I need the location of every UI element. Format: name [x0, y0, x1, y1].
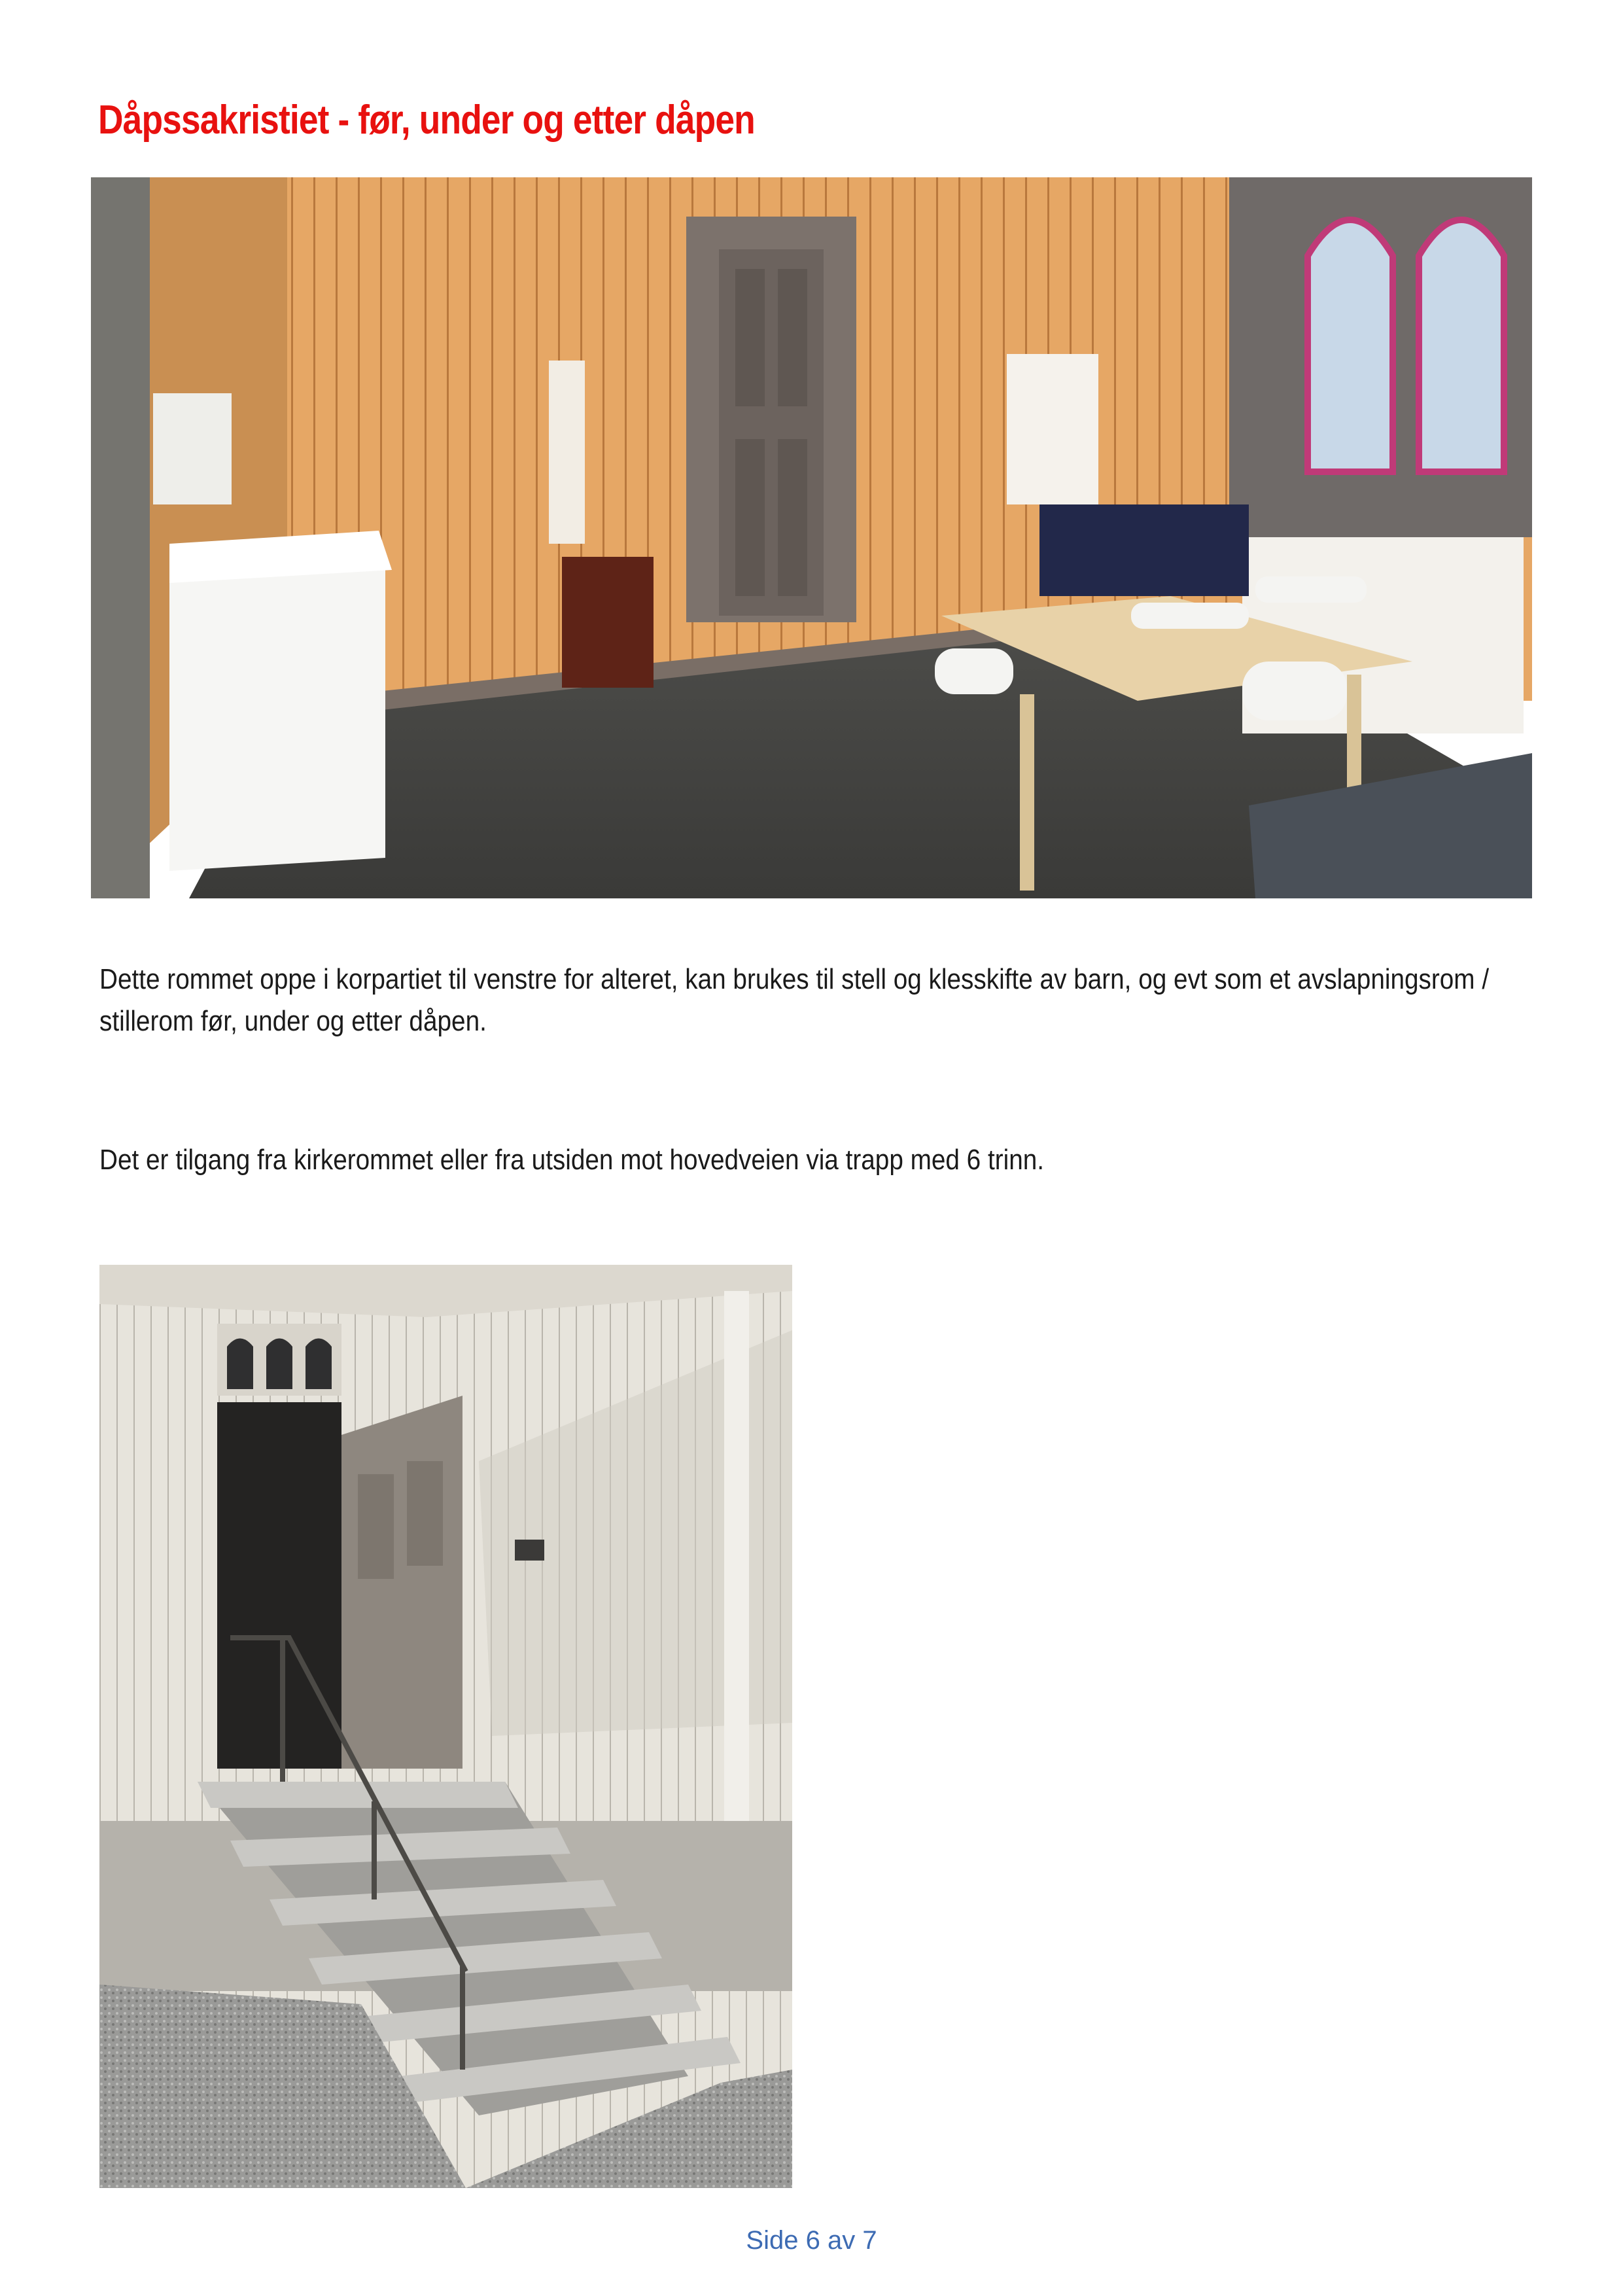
entrance-stairs-photo — [99, 1265, 792, 2188]
access-paragraph: Det er tilgang fra kirkerommet eller fra utsiden mot hovedveien via trapp med 6 trinn. — [99, 1144, 1045, 1176]
sacristy-room-photo — [91, 177, 1532, 898]
description-paragraph: Dette rommet oppe i korpartiet til venstre for alteret, kan brukes til stell og klesskifte av barn, og evt som et avslapningsrom / stillerom før, under og etter dåpen. — [99, 963, 1490, 1037]
page-number: Side 6 av 7 — [746, 2226, 877, 2255]
page-title: Dåpssakristiet - før, under og etter dåpen — [98, 97, 755, 143]
